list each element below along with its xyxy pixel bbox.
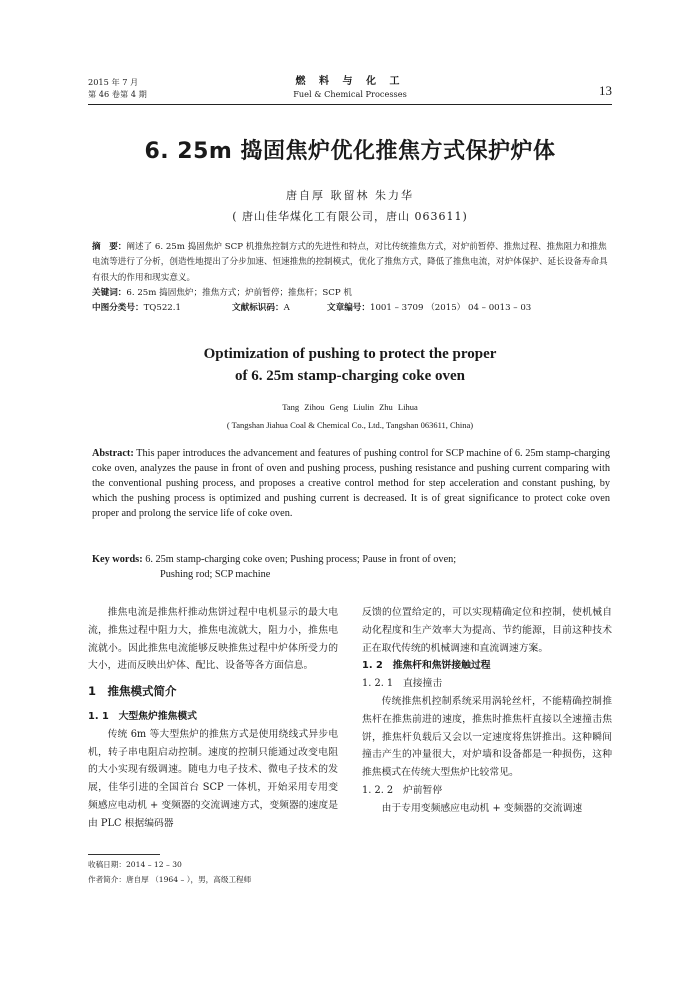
- abstract-en-text: This paper introduces the advancement and features of pushing control for SCP machine of 6. 25m stamp-charging coke oven, analyzes the pause in front of oven and pushing process, pushing resistance and pushing current comparing with the conventional pushing process, and proposes a creative control method for step acceleration and constant pushing, by which the pushing process is optimized and pushing current is decreased. It is of great significance to protect coke oven proper and prolong the service life of coke oven.: [92, 448, 610, 520]
- keywords-cn: [92, 286, 612, 301]
- received-date: 收稿日期：2014 – 12 – 30: [88, 860, 182, 869]
- doc-code-value: A: [283, 303, 290, 314]
- issue-date: 2015 年 7 月: [88, 77, 139, 87]
- body-column-left: [88, 604, 338, 833]
- keywords-en-label: Key words:: [92, 554, 143, 565]
- article-title-en: [0, 344, 700, 387]
- author-bio: 作者简介：唐自厚 （1964 – ），男，高级工程师: [88, 874, 252, 884]
- keywords-en: [92, 552, 610, 583]
- continued-paragraph: 反馈的位置给定的，可以实现精确定位和控制，使机械自动化程度和生产效率大为提高、节约能源，目前这种技术正在取代传统的机械调速和直流调速方案。: [362, 607, 612, 654]
- section-1-1-heading: 1. 1 大型焦炉推焦模式: [88, 710, 197, 722]
- article-no-value: 1001 – 3709 （2015） 04 – 0013 – 03: [369, 303, 532, 314]
- affiliation-cn: ( 唐山佳华煤化工有限公司，唐山 063611): [232, 210, 468, 223]
- footnote: [88, 858, 251, 887]
- section-1-1-paragraph: 传统 6m 等大型焦炉的推焦方式是使用绕线式异步电机，转子串电阻启动控制。速度的控制只能通过改变电阻的大小实现有级调速。随电力电子技术、微电子技术的发展，佳华引进的全国首台 SCP 一体机，开始采用专用变频感应电动机 + 变频器的交流调速方式，变频器的速度是由 PLC 根据编码器: [88, 728, 338, 829]
- doc-code-label: 文献标识码：: [232, 303, 284, 314]
- journal-name-cn: 燃 料 与 化 工: [295, 76, 405, 87]
- journal-name-en: Fuel & Chemical Processes: [293, 89, 407, 99]
- abstract-cn-body: [92, 240, 612, 286]
- section-1-2-heading: 1. 2 推焦杆和焦饼接触过程: [362, 660, 491, 672]
- abstract-cn-label: 摘 要：: [92, 242, 127, 252]
- abstract-cn: [92, 240, 612, 316]
- keywords-en-line1: 6. 25m stamp-charging coke oven; Pushing process; Pause in front of oven;: [142, 554, 457, 565]
- classification-row: [92, 301, 612, 316]
- section-1-2-1-paragraph: 传统推焦机控制系统采用涡轮丝杆，不能精确控制推焦杆在推焦前进的速度，推焦时推焦杆直接以全速撞击焦饼，推焦杆负载后又会以一定速度将焦饼推出。这种瞬间撞击产生的冲量很大，对炉墙和设备都是一种损伤，这种推焦模式在传统大型焦炉比较常见。: [362, 695, 612, 779]
- running-header-center: [0, 76, 700, 100]
- article-title-cn: 6. 25m 捣固焦炉优化推焦方式保护炉体: [144, 139, 556, 164]
- abstract-cn-text: 阐述了 6. 25m 捣固焦炉 SCP 机推焦控制方式的先进性和特点，对比传统推焦方式，对炉前暂停、推焦过程、推焦阻力和推焦电流等进行了分析，创造性地提出了分步加速、恒速推焦的控制模式，优化了推焦方式，降低了推焦电流，对炉体保护、延长设备寿命具有很大的作用和现实意义。: [92, 242, 608, 283]
- footnote-rule: [88, 854, 160, 855]
- article-no-label: 文章编号：: [327, 303, 370, 314]
- clc-label: 中图分类号：: [92, 303, 144, 314]
- authors-en: Tang Zihou Geng Liulin Zhu Lihua: [282, 402, 418, 412]
- issue-volume: 第 46 卷第 4 期: [88, 89, 147, 99]
- clc-value: TQ522.1: [143, 303, 181, 314]
- abstract-en-label: Abstract:: [92, 448, 134, 459]
- affiliation-en: ( Tangshan Jiahua Coal & Chemical Co., Ltd., Tangshan 063611, China): [226, 420, 474, 430]
- section-1-2-2-paragraph: 由于专用变频感应电动机 + 变频器的交流调速: [381, 802, 583, 814]
- title-en-line1: Optimization of pushing to protect the proper: [203, 346, 497, 362]
- page-number: 13: [599, 83, 612, 98]
- title-en-line2: of 6. 25m stamp-charging coke oven: [235, 367, 465, 384]
- keywords-cn-label: 关键词：: [92, 287, 127, 298]
- keywords-en-line2: Pushing rod; SCP machine: [160, 569, 271, 581]
- section-1-2-1-heading: 1. 2. 1 直接撞击: [362, 678, 443, 690]
- section-1-2-2-heading: 1. 2. 2 炉前暂停: [362, 784, 443, 796]
- keywords-cn-text: 6. 25m 捣固焦炉；推焦方式；炉前暂停；推焦杆；SCP 机: [126, 287, 352, 298]
- section-1-heading: 1 推焦模式简介: [88, 684, 177, 699]
- authors-cn: 唐自厚 耿留林 朱力华: [286, 189, 414, 202]
- abstract-en: [92, 446, 610, 521]
- intro-paragraph: 推焦电流是推焦杆推动焦饼过程中电机显示的最大电流，推焦过程中阻力大，推焦电流就大，阻力小，推焦电流就小。因此推焦电流能够反映推焦过程中炉体所受力的大小，进而反映出炉体、配比、设备等各方面信息。: [88, 607, 338, 672]
- body-column-right: [362, 604, 612, 818]
- header-rule: [88, 104, 612, 105]
